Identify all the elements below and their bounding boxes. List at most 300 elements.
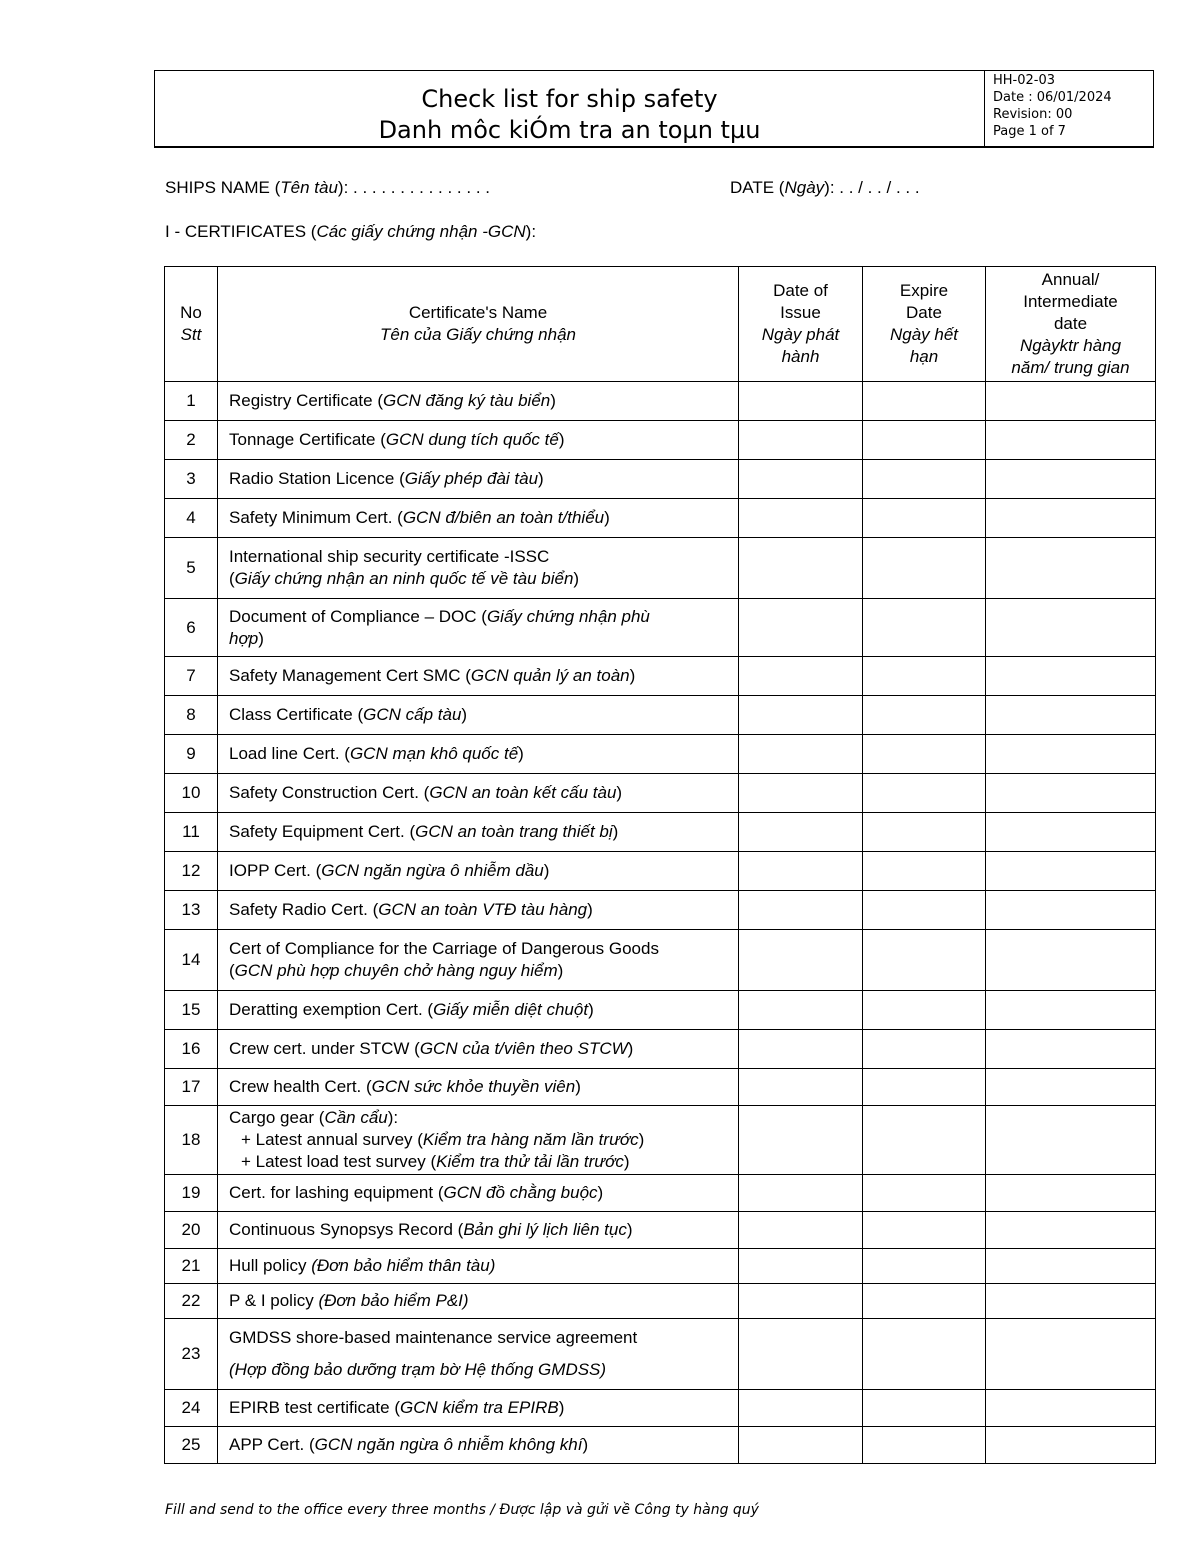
certificate-name (218, 657, 739, 696)
name-en: Tonnage Certificate ( (229, 430, 386, 449)
certificate-name-line (229, 1327, 738, 1349)
header-issue-vi-1: Ngày phát (761, 325, 840, 344)
certificate-name-line (229, 429, 738, 451)
header-name-vi: Tên của Giấy chứng nhận (379, 325, 576, 344)
annual-date-cell[interactable] (986, 1212, 1156, 1249)
header-date-of-issue (739, 267, 863, 382)
expire-date-cell[interactable] (863, 991, 986, 1030)
name-en: Cert of Compliance for the Carriage of Dangerous Goods (229, 939, 659, 958)
annual-date-cell[interactable] (986, 813, 1156, 852)
annual-date-cell[interactable] (986, 657, 1156, 696)
expire-date-cell[interactable] (863, 1175, 986, 1212)
name-post: ) (557, 961, 564, 980)
certificate-name (218, 774, 739, 813)
header-no-en: No (180, 303, 202, 322)
annual-date-cell[interactable] (986, 538, 1156, 599)
table-row (165, 1069, 1156, 1106)
certificate-name-line (229, 1397, 738, 1419)
doc-page: Page 1 of 7 (993, 124, 1066, 139)
row-number: 5 (165, 538, 218, 599)
name-post: ) (638, 1130, 645, 1149)
row-number: 23 (165, 1319, 218, 1390)
certificate-name (218, 813, 739, 852)
expire-date-cell[interactable] (863, 1284, 986, 1319)
certificate-name-line (229, 1255, 738, 1277)
name-vi: GCN an toàn kết cấu tàu (429, 783, 617, 802)
name-vi: Cần cẩu (324, 1108, 388, 1127)
date-of-issue-cell[interactable] (739, 1390, 863, 1427)
header-expire-en-2: Date (906, 303, 942, 322)
table-row (165, 1284, 1156, 1319)
expire-date-cell[interactable] (863, 499, 986, 538)
expire-date-cell[interactable] (863, 1106, 986, 1175)
annual-date-cell[interactable] (986, 1175, 1156, 1212)
row-number: 24 (165, 1390, 218, 1427)
name-post: ) (558, 1398, 565, 1417)
certificate-name-line (229, 468, 738, 490)
name-en: Radio Station Licence ( (229, 469, 405, 488)
annual-date-cell[interactable] (986, 1319, 1156, 1390)
table-row (165, 1030, 1156, 1069)
document-meta (993, 72, 1112, 140)
expire-date-cell[interactable] (863, 599, 986, 657)
annual-date-cell[interactable] (986, 460, 1156, 499)
row-number: 11 (165, 813, 218, 852)
name-post: ) (597, 1183, 604, 1202)
name-en: Cargo gear ( (229, 1108, 325, 1127)
name-post: ) (558, 430, 565, 449)
date-of-issue-cell[interactable] (739, 1427, 863, 1464)
section-title-vi: Các giấy chứng nhận -GCN (316, 222, 526, 241)
annual-date-cell[interactable] (986, 1427, 1156, 1464)
annual-date-cell[interactable] (986, 696, 1156, 735)
table-row (165, 382, 1156, 421)
annual-date-cell[interactable] (986, 774, 1156, 813)
table-row (165, 852, 1156, 891)
header-expire-en-1: Expire (899, 281, 949, 300)
certificate-name-line (229, 628, 738, 650)
certificate-name (218, 1175, 739, 1212)
annual-date-cell[interactable] (986, 421, 1156, 460)
annual-date-cell[interactable] (986, 1390, 1156, 1427)
name-post: ) (258, 628, 264, 648)
ship-name-blank: ): . . . . . . . . . . . . . . . (337, 178, 490, 197)
date-of-issue-cell[interactable] (739, 499, 863, 538)
doc-code: HH-02-03 (993, 73, 1056, 88)
header-annual-date (986, 267, 1156, 382)
annual-date-cell[interactable] (986, 499, 1156, 538)
revision-label: Revision: (993, 107, 1052, 122)
doc-revision (993, 106, 1112, 123)
name-vi: GCN mạn khô quốc tế (349, 744, 519, 763)
annual-date-cell[interactable] (986, 735, 1156, 774)
date-of-issue-cell[interactable] (739, 599, 863, 657)
certificate-name-line (229, 938, 738, 960)
name-vi: (Đơn bảo hiểm P&I) (318, 1291, 469, 1310)
table-row (165, 813, 1156, 852)
name-vi: GCN ngăn ngừa ô nhiễm không khí (314, 1435, 583, 1454)
name-en: Document of Compliance – DOC ( (229, 606, 487, 626)
certificate-name-line (229, 1434, 738, 1456)
ship-name-field[interactable] (165, 178, 490, 198)
name-post: ) (587, 900, 593, 919)
annual-date-cell[interactable] (986, 1069, 1156, 1106)
date-of-issue-cell[interactable] (739, 930, 863, 991)
name-vi: Giấy chứng nhận phù (486, 606, 650, 626)
name-vi: Kiểm tra thử tải lần trước (436, 1152, 624, 1171)
row-number: 25 (165, 1427, 218, 1464)
name-post: ) (629, 666, 636, 685)
date-of-issue-cell[interactable] (739, 1106, 863, 1175)
name-en: Registry Certificate ( (229, 391, 383, 410)
name-vi: GCN của t/viên theo STCW (419, 1039, 628, 1058)
certificate-name (218, 1212, 739, 1249)
certificate-name-line (229, 821, 738, 843)
name-vi: Giấy phép đài tàu (404, 469, 539, 488)
name-en: Safety Minimum Cert. ( (229, 508, 403, 527)
header-annual-en-2: Intermediate (1023, 292, 1118, 311)
expire-date-cell[interactable] (863, 382, 986, 421)
name-vi: GCN đ/biên an toàn t/thiểu (402, 508, 605, 527)
name-en: Safety Construction Cert. ( (229, 783, 430, 802)
name-en: EPIRB test certificate ( (229, 1398, 400, 1417)
certificate-name (218, 991, 739, 1030)
date-field[interactable] (730, 178, 920, 198)
table-row (165, 499, 1156, 538)
expire-date-cell[interactable] (863, 1319, 986, 1390)
date-blank: ): . . / . . / . . . (824, 178, 920, 197)
certificate-name (218, 538, 739, 599)
date-of-issue-cell[interactable] (739, 991, 863, 1030)
title-english: Check list for ship safety (421, 85, 718, 113)
certificate-name-line (229, 1038, 738, 1060)
table-row (165, 1390, 1156, 1427)
header-name-en: Certificate's Name (408, 303, 548, 322)
certificate-name (218, 1106, 739, 1175)
header-annual-en-3: date (1053, 314, 1088, 333)
name-post: ) (582, 1435, 589, 1454)
table-row (165, 1319, 1156, 1390)
name-en: IOPP Cert. ( (229, 861, 322, 880)
date-of-issue-cell[interactable] (739, 696, 863, 735)
row-number: 22 (165, 1284, 218, 1319)
certificate-name (218, 421, 739, 460)
name-en: ( (229, 569, 235, 588)
expire-date-cell[interactable] (863, 696, 986, 735)
name-post: ) (573, 569, 580, 588)
row-number: 19 (165, 1175, 218, 1212)
header-issue-en-2: Issue (780, 303, 821, 322)
date-of-issue-cell[interactable] (739, 538, 863, 599)
date-of-issue-cell[interactable] (739, 1175, 863, 1212)
name-post: ) (626, 1220, 633, 1239)
header-annual-vi-2: năm/ trung gian (1011, 358, 1130, 377)
name-vi: GCN an toàn VTĐ tàu hàng (378, 900, 588, 919)
certificate-name-line (229, 743, 738, 765)
table-row (165, 657, 1156, 696)
certificate-name-line (229, 1182, 738, 1204)
date-of-issue-cell[interactable] (739, 1249, 863, 1284)
date-label-vi: Ngày (784, 178, 825, 197)
name-vi: Giấy miễn diệt chuột (433, 1000, 589, 1019)
date-of-issue-cell[interactable] (739, 891, 863, 930)
table-row (165, 891, 1156, 930)
expire-date-cell[interactable] (863, 538, 986, 599)
header-annual-vi-1: Ngàyktr hàng (1019, 336, 1122, 355)
table-row (165, 930, 1156, 991)
annual-date-cell[interactable] (986, 382, 1156, 421)
name-en: ( (229, 961, 235, 980)
name-en: Safety Equipment Cert. ( (229, 822, 416, 841)
name-post: ) (550, 391, 556, 410)
expire-date-cell[interactable] (863, 1069, 986, 1106)
expire-date-cell[interactable] (863, 1212, 986, 1249)
certificate-name-line (229, 1219, 738, 1241)
row-number: 15 (165, 991, 218, 1030)
date-of-issue-cell[interactable] (739, 774, 863, 813)
table-row (165, 696, 1156, 735)
table-row (165, 1427, 1156, 1464)
name-en: Crew cert. under STCW ( (229, 1039, 420, 1058)
section-title-post: ): (525, 222, 537, 241)
certificate-name-line (229, 568, 738, 590)
certificate-name-line (229, 546, 738, 568)
certificate-name (218, 852, 739, 891)
table-row (165, 1212, 1156, 1249)
expire-date-cell[interactable] (863, 774, 986, 813)
certificate-name (218, 735, 739, 774)
name-vi: GCN phù hợp chuyên chở hàng nguy hiểm (234, 961, 558, 980)
footer-note: Fill and send to the office every three months / Được lập và gửi về Công ty hàng quý (165, 1502, 759, 1518)
certificate-name (218, 930, 739, 991)
expire-date-cell[interactable] (863, 1249, 986, 1284)
certificate-name (218, 696, 739, 735)
row-number: 1 (165, 382, 218, 421)
date-of-issue-cell[interactable] (739, 813, 863, 852)
table-row (165, 460, 1156, 499)
certificate-name-line (229, 860, 738, 882)
row-number: 6 (165, 599, 218, 657)
expire-date-cell[interactable] (863, 657, 986, 696)
name-post: ) (604, 508, 610, 527)
annual-date-cell[interactable] (986, 599, 1156, 657)
certificate-name (218, 460, 739, 499)
certificate-name-line (229, 1359, 738, 1381)
row-number: 13 (165, 891, 218, 930)
name-post: ) (623, 1152, 630, 1171)
header-no-vi: Stt (180, 325, 202, 344)
name-post: ) (538, 469, 544, 488)
name-vi: GCN ngăn ngừa ô nhiễm dầu (321, 861, 544, 880)
row-number: 2 (165, 421, 218, 460)
certificate-name-line (229, 999, 738, 1021)
name-vi: GCN dung tích quốc tế (385, 430, 559, 449)
date-of-issue-cell[interactable] (739, 1069, 863, 1106)
name-vi: Giấy chứng nhận an ninh quốc tế về tàu biển (234, 569, 574, 588)
name-en: APP Cert. ( (229, 1435, 315, 1454)
certificate-name-line (229, 1129, 738, 1151)
name-vi: hợp (229, 628, 259, 648)
row-number: 16 (165, 1030, 218, 1069)
certificate-name (218, 1319, 739, 1390)
row-number: 9 (165, 735, 218, 774)
table-row (165, 599, 1156, 657)
row-number: 20 (165, 1212, 218, 1249)
header-expire-vi-2: hạn (909, 347, 939, 366)
table-row (165, 1249, 1156, 1284)
doc-date: Date : 06/01/2024 (993, 90, 1112, 105)
certificate-name (218, 891, 739, 930)
expire-date-cell[interactable] (863, 735, 986, 774)
section-title-en: I - CERTIFICATES ( (165, 222, 317, 241)
date-of-issue-cell[interactable] (739, 1319, 863, 1390)
name-post: ) (518, 744, 524, 763)
name-post: ) (543, 861, 550, 880)
certificate-name-line (229, 960, 738, 982)
expire-date-cell[interactable] (863, 852, 986, 891)
annual-date-cell[interactable] (986, 852, 1156, 891)
row-number: 18 (165, 1106, 218, 1175)
date-of-issue-cell[interactable] (739, 1212, 863, 1249)
certificate-name-line (229, 899, 738, 921)
name-vi: (Hợp đồng bảo dưỡng trạm bờ Hệ thống GMDSS) (229, 1360, 607, 1379)
header-certificate-name (218, 267, 739, 382)
certificates-table (164, 266, 1156, 1464)
name-en: P & I policy (229, 1291, 319, 1310)
annual-date-cell[interactable] (986, 991, 1156, 1030)
certificate-name-line (229, 1290, 738, 1312)
name-en: Safety Management Cert SMC ( (229, 666, 471, 685)
certificate-name (218, 499, 739, 538)
date-of-issue-cell[interactable] (739, 735, 863, 774)
date-of-issue-cell[interactable] (739, 1284, 863, 1319)
certificate-name-line (229, 606, 738, 628)
name-en: Hull policy (229, 1256, 312, 1275)
ship-name-label: SHIPS NAME ( (165, 178, 281, 197)
annual-date-cell[interactable] (986, 1284, 1156, 1319)
date-of-issue-cell[interactable] (739, 382, 863, 421)
certificate-name (218, 1390, 739, 1427)
name-post: ) (612, 822, 619, 841)
name-vi: GCN quản lý an toàn (470, 666, 630, 685)
table-row (165, 991, 1156, 1030)
name-vi: Kiểm tra hàng năm lần trước (422, 1130, 639, 1149)
expire-date-cell[interactable] (863, 891, 986, 930)
name-vi: GCN an toàn trang thiết bị (415, 822, 613, 841)
certificate-name-line (229, 704, 738, 726)
name-en: + Latest annual survey ( (241, 1130, 423, 1149)
certificate-name-line (229, 1107, 738, 1129)
certificate-name (218, 1427, 739, 1464)
expire-date-cell[interactable] (863, 421, 986, 460)
section-title-certificates (165, 222, 536, 242)
table-row (165, 538, 1156, 599)
certificate-name-line (229, 782, 738, 804)
name-en: Continuous Synopsys Record ( (229, 1220, 464, 1239)
row-number: 4 (165, 499, 218, 538)
name-post: ) (461, 705, 468, 724)
name-en: Class Certificate ( (229, 705, 364, 724)
row-number: 8 (165, 696, 218, 735)
annual-date-cell[interactable] (986, 891, 1156, 930)
date-of-issue-cell[interactable] (739, 657, 863, 696)
row-number: 14 (165, 930, 218, 991)
certificate-name-line (229, 507, 738, 529)
table-row (165, 774, 1156, 813)
header-annual-en-1: Annual/ (1041, 270, 1100, 289)
name-post: ) (627, 1039, 634, 1058)
table-row (165, 1106, 1156, 1175)
expire-date-cell[interactable] (863, 1427, 986, 1464)
name-post: ) (588, 1000, 594, 1019)
certificate-name (218, 1249, 739, 1284)
name-vi: GCN cấp tàu (363, 705, 462, 724)
date-of-issue-cell[interactable] (739, 1030, 863, 1069)
table-row (165, 735, 1156, 774)
annual-date-cell[interactable] (986, 1249, 1156, 1284)
row-number: 7 (165, 657, 218, 696)
row-number: 3 (165, 460, 218, 499)
header-expire-date (863, 267, 986, 382)
name-post: ): (387, 1108, 399, 1127)
row-number: 21 (165, 1249, 218, 1284)
header-issue-en-1: Date of (773, 281, 828, 300)
expire-date-cell[interactable] (863, 1030, 986, 1069)
header-issue-vi-2: hành (781, 347, 820, 366)
name-vi: (Đơn bảo hiểm thân tàu) (311, 1256, 496, 1275)
date-of-issue-cell[interactable] (739, 852, 863, 891)
name-en: Load line Cert. ( (229, 744, 350, 763)
expire-date-cell[interactable] (863, 460, 986, 499)
document-header (154, 70, 1154, 148)
name-en: GMDSS shore-based maintenance service agreement (229, 1328, 638, 1347)
date-of-issue-cell[interactable] (739, 460, 863, 499)
name-vi: GCN đồ chằng buộc (443, 1183, 598, 1202)
name-en: Safety Radio Cert. ( (229, 900, 379, 919)
name-en: Deratting exemption Cert. ( (229, 1000, 434, 1019)
name-vi: GCN kiểm tra EPIRB (400, 1398, 559, 1417)
expire-date-cell[interactable] (863, 930, 986, 991)
date-of-issue-cell[interactable] (739, 421, 863, 460)
annual-date-cell[interactable] (986, 1030, 1156, 1069)
header-no (165, 267, 218, 382)
name-vi: GCN sức khỏe thuyền viên (371, 1077, 576, 1096)
certificate-name (218, 1069, 739, 1106)
name-vi: Bản ghi lý lịch liên tục (463, 1220, 627, 1239)
document-title (155, 71, 985, 146)
date-label: DATE ( (730, 178, 785, 197)
table-header-row (165, 267, 1156, 382)
row-number: 12 (165, 852, 218, 891)
name-post: ) (616, 783, 623, 802)
certificate-name (218, 1030, 739, 1069)
table-row (165, 1175, 1156, 1212)
expire-date-cell[interactable] (863, 1390, 986, 1427)
name-en: Cert. for lashing equipment ( (229, 1183, 444, 1202)
certificate-name-line (229, 665, 738, 687)
row-number: 10 (165, 774, 218, 813)
annual-date-cell[interactable] (986, 930, 1156, 991)
title-vietnamese: Danh môc kiÓm tra an toµn tµu (378, 116, 761, 144)
table-row (165, 421, 1156, 460)
name-post: ) (575, 1077, 581, 1096)
expire-date-cell[interactable] (863, 813, 986, 852)
ship-name-label-vi: Tên tàu (280, 178, 338, 197)
annual-date-cell[interactable] (986, 1106, 1156, 1175)
certificate-name-line (229, 1076, 738, 1098)
certificate-name-line (229, 1151, 738, 1173)
name-vi: GCN đăng ký tàu biển (382, 391, 551, 410)
